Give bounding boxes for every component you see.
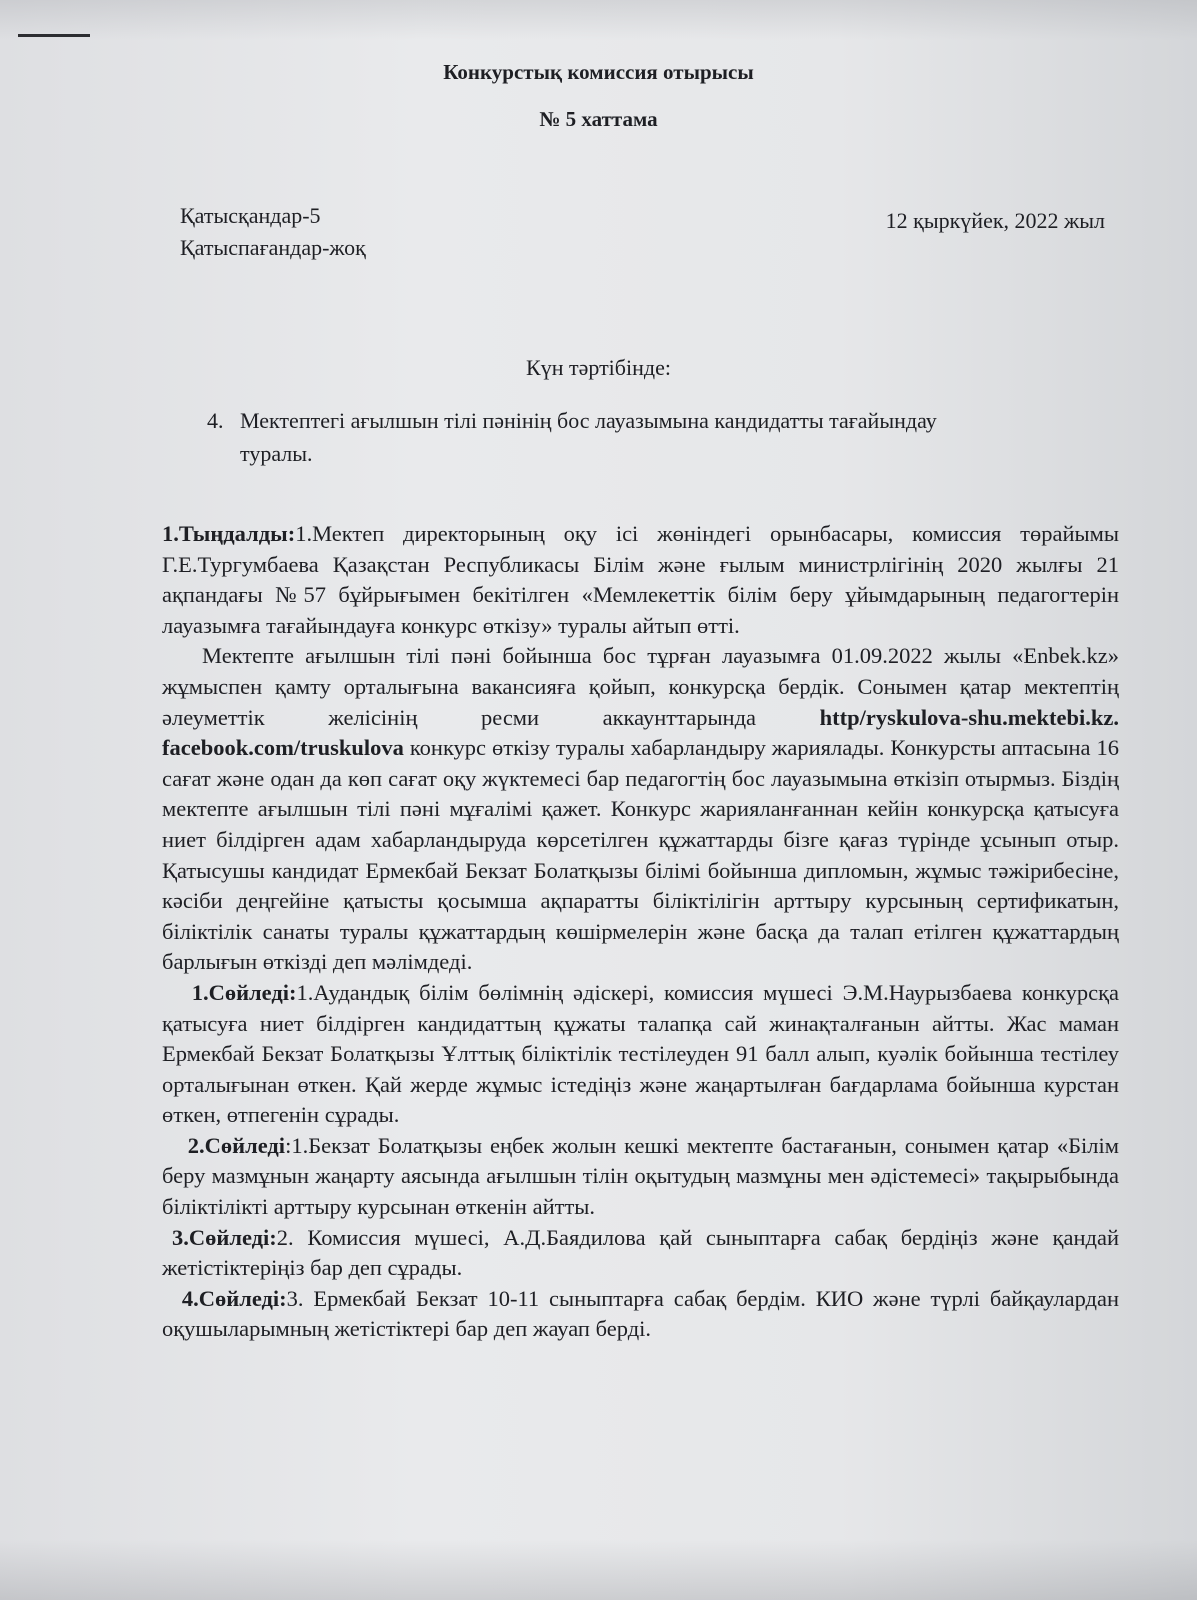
speech-4 [162, 1284, 1119, 1345]
vacancy-text-start: Мектепте ағылшын тілі пәні бойынша бос тұрған лауазымға 01.09.2022 жылы «Enbek.kz» жұмыспен қамту орталығына вакансияға қойып, конкурсқа бердік. Сонымен қатар мектептің әлеуметтік желісінің ресми аккаунттарында [162, 643, 1119, 730]
vacancy-paragraph [162, 641, 1119, 978]
agenda-item [207, 404, 1007, 470]
minutes-body [162, 519, 1119, 1345]
page-shadow-bottom [0, 1540, 1197, 1600]
corner-pen-mark [18, 34, 90, 37]
agenda-item-number: 4. [207, 408, 224, 433]
meeting-date: 12 қыркүйек, 2022 жыл [885, 208, 1105, 233]
speech-3 [162, 1223, 1119, 1284]
school-website-link: http/ryskulova-shu.mektebi.kz. [819, 704, 1120, 730]
speech-4-label: 4.Сөйледі: [181, 1285, 287, 1311]
speech-2-text: :1.Бекзат Болатқызы еңбек жолын кешкі мектепте бастағанын, сонымен қатар «Білім беру мазмұнын жаңарту аясында ағылшын тілін оқытудың мазмұны мен әдістемесі» тақырыбында біліктілікті арттыру курсынан өткенін айтты. [162, 1132, 1120, 1220]
protocol-number: № 5 хаттама [539, 107, 658, 131]
present-count: Қатысқандар-5 [180, 203, 321, 228]
speech-1-text: 1.Аудандық білім бөлімнің әдіскері, комиссия мүшесі Э.М.Наурызбаева конкурсқа қатысуға ниет білдірген кандидаттың құжаты талапқа сай жинақталғанын айтты. Жас маман Ермекбай Бекзат Болатқызы Ұлттық біліктілік тестілеуден 91 балл алып, куәлік бойынша тестілеу орталығынан өткен. Қай жерде жұмыс істедіңіз және жаңартылған бағдарлама бойынша курстан өткен, өтпегенін сұрады. [162, 979, 1119, 1128]
speech-2-label: 2.Сөйледі [187, 1132, 286, 1158]
section-heard-text: 1.Мектеп директорының оқу ісі жөніндегі орынбасары, комиссия төрайымы Г.Е.Тургумбаева Қазақстан Республикасы Білім және ғылым министрлігінің 2020 жылғы 21 ақпандағы №57 бұйрығымен бекітілген «Мемлекеттік білім беру ұйымдарының педагогтерін лауазымға тағайындауға конкурс өткізу» туралы айтып өтті. [162, 521, 1119, 638]
speech-3-label: 3.Сөйледі: [172, 1224, 277, 1250]
page-shadow-top [0, 0, 1197, 40]
section-heard [162, 519, 1119, 641]
document-title: Конкурстық комиссия отырысы [443, 60, 754, 84]
speech-1-label: 1.Сөйледі: [191, 979, 297, 1005]
section-heard-label: 1.Тыңдалды: [162, 521, 296, 546]
absent-count: Қатыспағандар-жоқ [180, 235, 366, 260]
speech-2 [162, 1131, 1119, 1223]
speech-4-text: 3. Ермекбай Бекзат 10-11 сыныптарға сабақ бердім. КИО және түрлі байқаулардан оқушыларымның жетістіктері бар деп жауап берді. [162, 1285, 1119, 1342]
facebook-link: facebook.com/truskulova [162, 735, 404, 761]
agenda-item-text: Мектептегі ағылшын тілі пәнінің бос лауазымына кандидатты тағайындау туралы. [240, 408, 937, 466]
agenda-heading: Күн тәртібінде: [526, 355, 671, 380]
vacancy-text-end: конкурс өткізу туралы хабарландыру жариялады. Конкурсты аптасына 16 сағат және одан да көп сағат оқу жүктемесі бар педагогтің бос лауазымына өткізіп отырмыз. Біздің мектепте ағылшын тілі пәні мұғалімі қажет. Конкурс жарияланғаннан кейін конкурсқа қатысуға ниет білдірген адам хабарландыруда көрсетілген құжаттарды бізге қағаз түрінде ұсынып отыр. Қатысушы кандидат Ермекбай Бекзат Болатқызы білімі бойынша дипломын, жұмыс тәжірибесіне, кәсіби деңгейіне қатысты қосымша ақпаратты біліктілігін арттыру курсының сертификатын, біліктілік санаты туралы құжаттардың көшірмелерін және басқа да талап етілген құжаттардың барлығын өткізді деп мәлімдеді. [162, 735, 1119, 975]
speech-1 [162, 978, 1119, 1131]
speech-3-text: 2. Комиссия мүшесі, А.Д.Баядилова қай сыныптарға сабақ бердіңіз және қандай жетістіктеріңіз бар деп сұрады. [162, 1224, 1119, 1281]
